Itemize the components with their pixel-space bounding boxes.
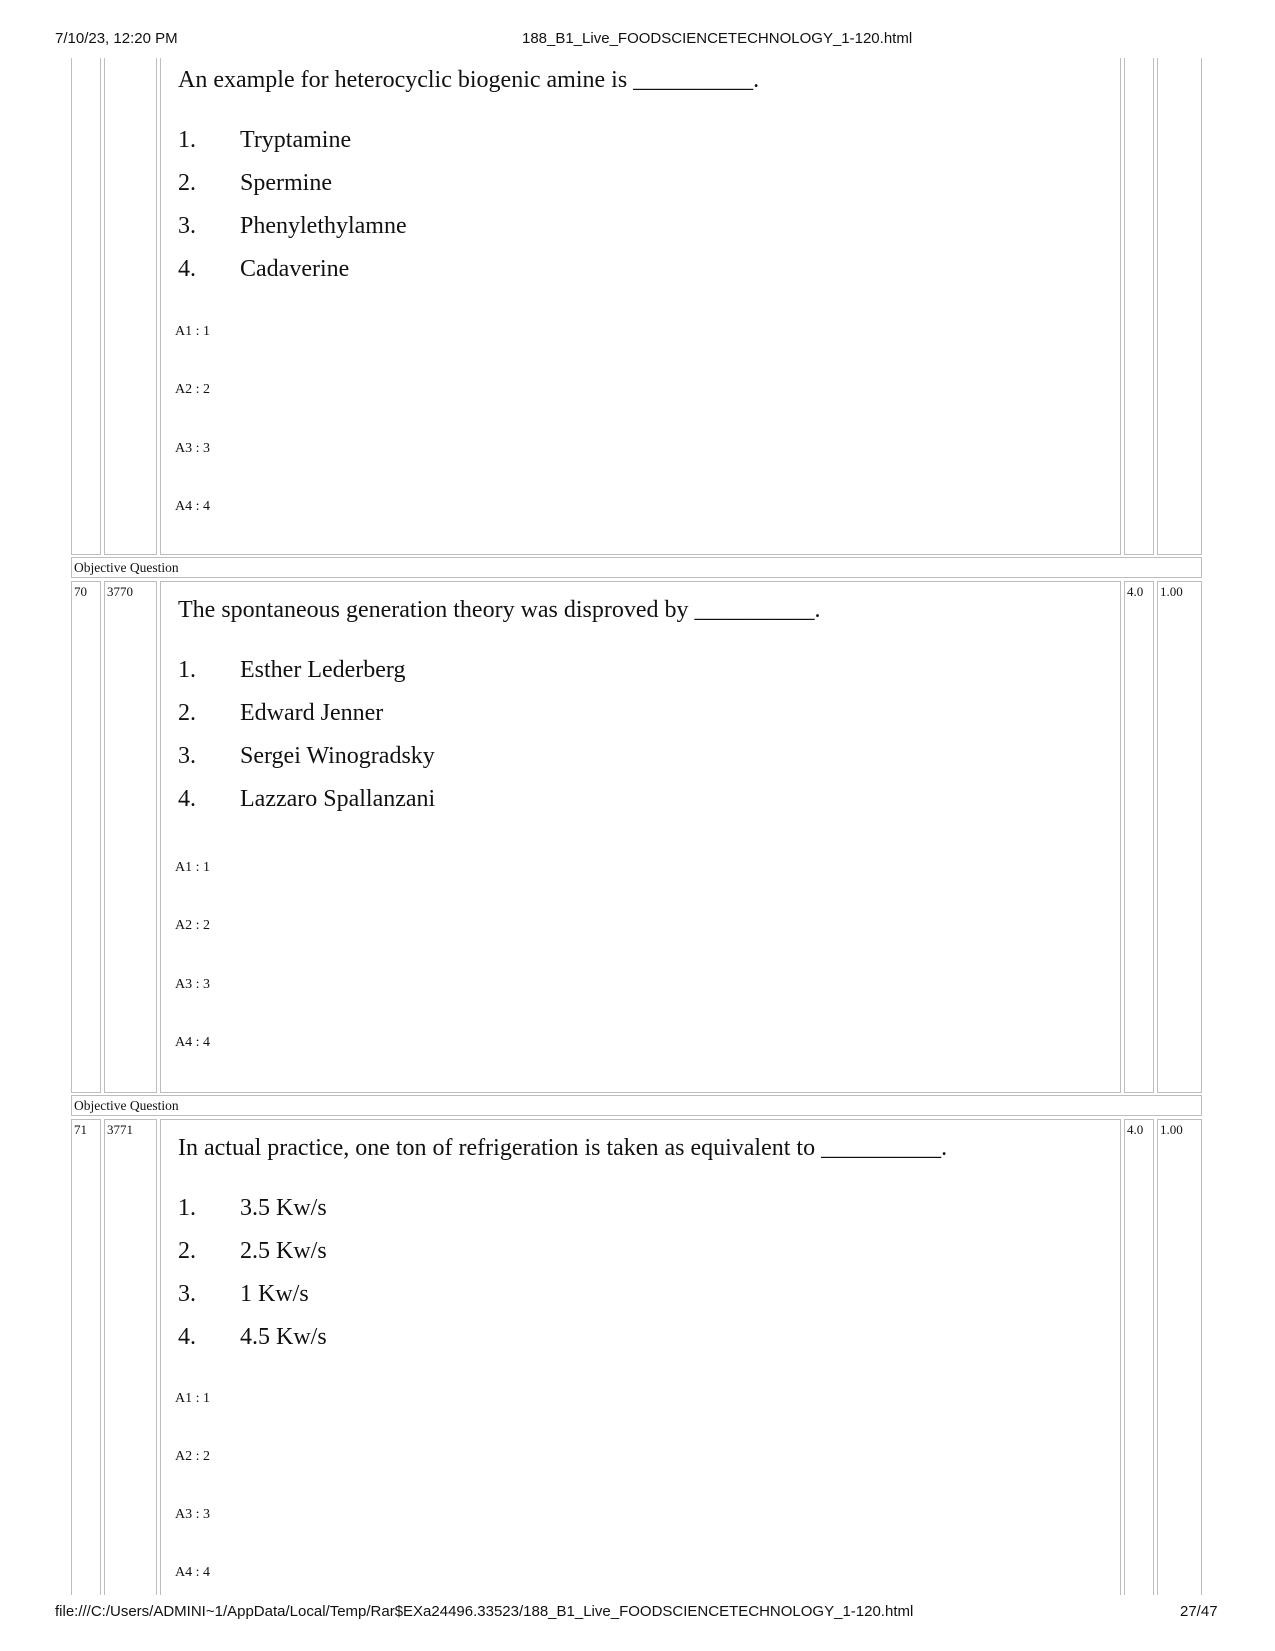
- answer-a2: A2 : 2: [175, 1449, 210, 1464]
- negative-marks-cell: [1157, 58, 1202, 555]
- option-3: 3. Sergei Winogradsky: [178, 743, 435, 769]
- option-1: 1. Tryptamine: [178, 127, 352, 153]
- option-4: 4. Lazzaro Spallanzani: [178, 786, 436, 812]
- option-1: 1. 3.5 Kw/s: [178, 1195, 327, 1221]
- answer-a1: A1 : 1: [175, 1391, 210, 1406]
- question-stem: In actual practice, one ton of refrigeration is taken as equivalent to __________.: [178, 1135, 948, 1161]
- answer-a4: A4 : 4: [175, 1565, 210, 1580]
- answer-a4: A4 : 4: [175, 499, 210, 514]
- page-number: 27/47: [1180, 1603, 1218, 1620]
- serial-number: 71: [74, 1122, 87, 1137]
- option-3: 3. Phenylethylamne: [178, 213, 407, 239]
- question-cell: [160, 1119, 1121, 1595]
- marks-cell: [1124, 581, 1154, 1093]
- negative-marks-value: 1.00: [1160, 584, 1183, 599]
- negative-marks-cell: [1157, 581, 1202, 1093]
- print-file-path: file:///C:/Users/ADMINI~1/AppData/Local/Temp/Rar$EXa24496.33523/188_B1_Live_FOODSCIENCETECHNOLOGY_1-120.html: [55, 1603, 914, 1620]
- negative-marks-value: 1.00: [1160, 1122, 1183, 1137]
- serial-number: 70: [74, 584, 87, 599]
- print-title: 188_B1_Live_FOODSCIENCETECHNOLOGY_1-120.html: [522, 30, 913, 47]
- answer-a1: A1 : 1: [175, 324, 210, 339]
- sno-cell: [71, 581, 101, 1093]
- question-stem: The spontaneous generation theory was disproved by __________.: [178, 597, 821, 623]
- option-4: 4. Cadaverine: [178, 256, 350, 282]
- option-4: 4. 4.5 Kw/s: [178, 1324, 327, 1350]
- option-3: 3. 1 Kw/s: [178, 1281, 309, 1307]
- answer-a1: A1 : 1: [175, 860, 210, 875]
- qid-cell: [104, 58, 157, 555]
- answer-a2: A2 : 2: [175, 918, 210, 933]
- answer-a2: A2 : 2: [175, 382, 210, 397]
- sno-cell: [71, 58, 101, 555]
- question-id: 3770: [107, 584, 133, 599]
- print-datetime: 7/10/23, 12:20 PM: [55, 30, 178, 47]
- answer-a4: A4 : 4: [175, 1035, 210, 1050]
- option-2: 2. Spermine: [178, 170, 332, 196]
- marks-value: 4.0: [1127, 584, 1144, 599]
- option-2: 2. 2.5 Kw/s: [178, 1238, 327, 1264]
- option-2: 2. Edward Jenner: [178, 700, 384, 726]
- answer-a3: A3 : 3: [175, 441, 210, 456]
- marks-cell: [1124, 1119, 1154, 1595]
- qid-cell: [104, 1119, 157, 1595]
- marks-cell: [1124, 58, 1154, 555]
- question-stem: An example for heterocyclic biogenic amine is __________.: [178, 67, 760, 93]
- answer-a3: A3 : 3: [175, 977, 210, 992]
- question-type-label: Objective Question: [71, 1095, 1202, 1116]
- marks-value: 4.0: [1127, 1122, 1144, 1137]
- negative-marks-cell: [1157, 1119, 1202, 1595]
- question-type-label: Objective Question: [71, 557, 1202, 578]
- qid-cell: [104, 581, 157, 1093]
- question-id: 3771: [107, 1122, 133, 1137]
- answer-a3: A3 : 3: [175, 1507, 210, 1522]
- sno-cell: [71, 1119, 101, 1595]
- option-1: 1. Esther Lederberg: [178, 657, 406, 683]
